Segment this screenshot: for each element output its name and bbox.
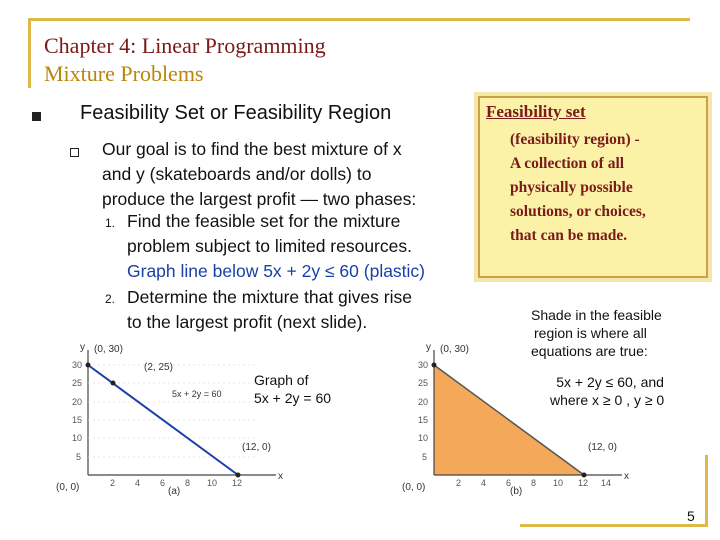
step-number: 2. [105,292,116,306]
definition-line: that can be made. [510,227,628,244]
graph-caption-line: Graph of [254,372,309,388]
graph-b-caption: (b) [510,486,523,497]
x-tick: 12 [232,478,243,488]
graph-a-origin-label: (0, 0) [56,482,80,493]
page-number: 5 [687,508,695,524]
step-1-line-3: Graph line below 5x + 2y ≤ 60 (plastic) [127,261,426,281]
definition-box [478,96,708,278]
shade-note-line: region is where all [534,325,647,341]
definition-line: physically possible [510,179,633,196]
frame-bottom-rule [520,524,708,527]
graph-b-y-label: y [426,342,431,353]
x-tick: 8 [531,478,537,488]
y-tick: 15 [418,415,429,425]
y-tick: 10 [72,433,83,443]
shade-note-line: Shade in the feasible [531,307,662,323]
y-tick: 25 [418,378,429,388]
graph-a-y-ticks [72,360,82,462]
definition-text [510,128,700,248]
graph-a-eq-label: 5x + 2y = 60 [172,389,222,399]
title-line-1: Chapter 4: Linear Programming [44,33,326,58]
y-tick: 10 [418,433,429,443]
definition-line: A collection of all [510,155,625,172]
x-tick: 8 [185,478,191,488]
x-tick: 10 [207,478,218,488]
section-heading: Feasibility Set or Feasibility Region [80,102,392,124]
y-tick: 20 [72,397,83,407]
y-tick: 30 [72,360,83,370]
graph-a-point-x [236,473,241,478]
x-tick: 10 [553,478,564,488]
step-number: 1. [105,216,116,230]
graph-b-x-ticks [456,478,611,488]
y-tick: 30 [418,360,429,370]
y-tick: 20 [418,397,429,407]
x-tick: 12 [578,478,589,488]
hollow-square-bullet-icon [70,148,79,157]
goal-line-3: produce the largest profit — two phases: [102,189,417,209]
x-tick: 6 [506,478,512,488]
graph-b-origin-label: (0, 0) [402,482,426,493]
graph-a-caption: (a) [168,486,181,497]
graph-a-pt-top-label: (0, 30) [94,344,123,355]
graph-b-pt-top-label: (0, 30) [440,344,469,355]
graph-b-point-top [432,363,437,368]
graph-a-point-top [86,363,91,368]
step-1-line-1: Find the feasible set for the mixture [127,211,401,231]
slide-title [44,32,326,88]
square-bullet-icon [32,112,41,121]
x-tick: 4 [135,478,141,488]
graph-a-pt-mid-label: (2, 25) [144,362,173,373]
y-tick: 15 [72,415,83,425]
goal-line-2: and y (skateboards and/or dolls) to [102,164,372,184]
graph-caption-line: 5x + 2y = 60 [254,390,332,406]
graph-a [56,340,286,500]
definition-term: Feasibility set [486,102,586,121]
graph-a-pt-x-label: (12, 0) [242,442,271,453]
title-line-2: Mixture Problems [44,61,204,86]
graph-a-point-mid [111,381,116,386]
step-2-line-2: to the largest profit (next slide). [127,312,368,332]
step-2-line-1: Determine the mixture that gives rise [127,287,412,307]
y-tick: 25 [72,378,83,388]
graph-b-y-ticks [418,360,428,462]
x-tick: 2 [110,478,116,488]
x-tick: 14 [601,478,612,488]
graph-b [402,340,632,500]
frame-top-rule [28,18,690,21]
graph-b-x-label: x [624,471,629,482]
x-tick: 4 [481,478,487,488]
x-tick: 6 [160,478,166,488]
x-tick: 2 [456,478,462,488]
graph-b-point-x [582,473,587,478]
goal-line-1: Our goal is to find the best mixture of x [102,139,402,159]
constraint-line: 5x + 2y ≤ 60, and [556,374,664,390]
graph-a-y-label: y [80,342,85,353]
definition-line: (feasibility region) - [510,131,640,148]
y-tick: 5 [422,452,428,462]
graph-a-constraint-line [88,365,238,475]
y-tick: 5 [76,452,82,462]
graph-a-x-label: x [278,471,283,482]
step-1-line-2: problem subject to limited resources. [127,236,412,256]
definition-line: solutions, or choices, [510,203,646,220]
frame-left-rule [28,18,31,88]
constraint-line: where x ≥ 0 , y ≥ 0 [550,392,665,408]
frame-right-rule [705,455,708,527]
graph-a-gridlines [88,365,256,457]
shade-note-line: equations are true: [531,343,648,359]
goal-text [102,137,416,212]
graph-b-pt-x-label: (12, 0) [588,442,617,453]
